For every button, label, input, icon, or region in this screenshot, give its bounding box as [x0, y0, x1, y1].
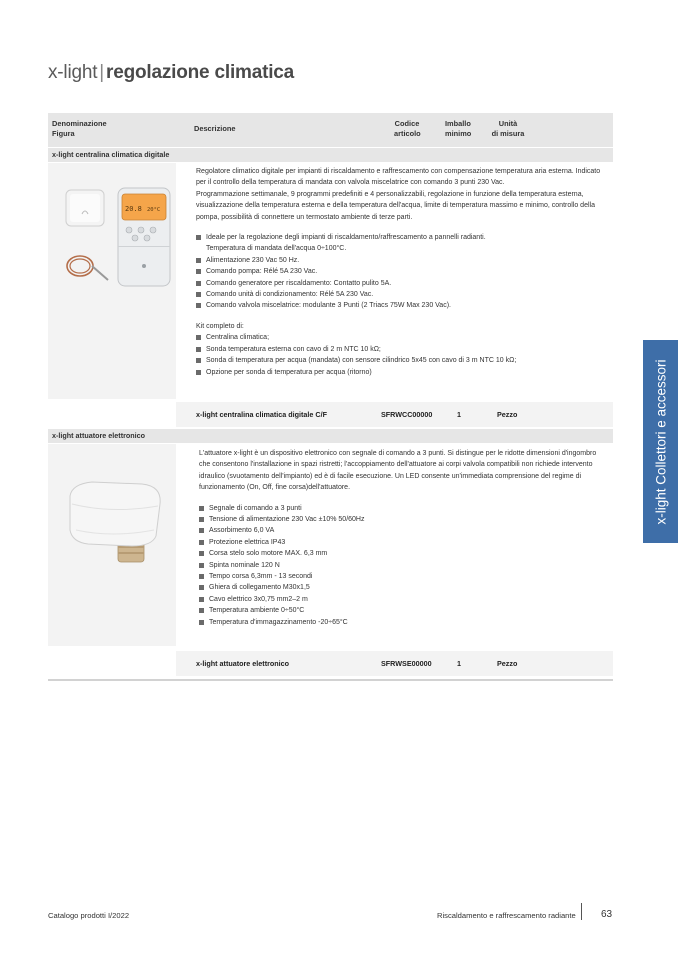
item-name: x-light centralina climatica digitale C/F — [196, 410, 328, 419]
side-section-tab — [643, 340, 678, 543]
list-item: Spinta nominale 120 N — [199, 560, 609, 571]
feature-list — [196, 232, 611, 312]
list-item: Sonda di temperatura per acqua (mandata) con sensore cilindrico 5x45 con cavo di 3 m NTC 10 kΩ; — [196, 355, 611, 366]
list-item: Centralina climatica; — [196, 332, 611, 343]
side-tab-label: x-light Collettori e accessori — [653, 358, 668, 525]
page-title — [48, 62, 294, 84]
table-bottom-rule — [48, 679, 613, 681]
feature-list — [199, 503, 609, 628]
title-subject: regolazione climatica — [106, 62, 295, 83]
display-left-value: 20.8 — [125, 205, 142, 213]
description-text: L'attuatore x-light è un dispositivo elettronico con segnale di comando a 3 punti. Si distingue per le ridotte dimensioni d'ingombro che consentono l'installazione in spazi ristretti; l'accoppiamento dell'attuatore ai corpi valvola compatibili non richiede intervento idraulico (svuotamento dell'impianto) ed è di facile esecuzione. Un LED consente un'immediata comprensione del regime di funzionamento (On, Off, fine corsa)dell'attuatore. — [199, 450, 597, 492]
item-code: SFRWCC00000 — [381, 410, 433, 419]
list-item: Ghiera di collegamento M30x1,5 — [199, 582, 609, 593]
list-item: Ideale per la regolazione degli impianti di riscaldamento/raffrescamento a pannelli radianti. Temperatura di mandata dell'acqua 0÷100°C. — [196, 232, 611, 255]
list-item: Temperatura d'immagazzinamento -20÷65°C — [199, 617, 609, 628]
list-item: Comando unità di condizionamento: Rélé 5A 230 Vac. — [196, 289, 611, 300]
footer-catalog: Catalogo prodotti I/2022 — [48, 911, 130, 920]
section-title-attuatore: x-light attuatore elettronico — [48, 429, 613, 443]
list-item: Corsa stelo solo motore MAX. 6,3 mm — [199, 548, 609, 559]
item-unit: Pezzo — [497, 659, 518, 668]
list-item: Comando valvola miscelatrice: modulante 3 Punti (2 Triacs 75W Max 230 Vac). — [196, 300, 611, 311]
list-item: Alimentazione 230 Vac 50 Hz. — [196, 255, 611, 266]
list-item: Segnale di comando a 3 punti — [199, 503, 609, 514]
item-pack: 1 — [457, 410, 461, 419]
list-item: Comando generatore per riscaldamento: Contatto pulito 5A. — [196, 278, 611, 289]
item-unit: Pezzo — [497, 410, 518, 419]
footer-divider — [581, 903, 582, 920]
header-codice: Codice articolo — [394, 119, 421, 138]
page-number: 63 — [601, 909, 613, 920]
list-item: Sonda temperatura esterna con cavo di 2 m NTC 10 kΩ; — [196, 344, 611, 355]
section-title-centralina: x-light centralina climatica digitale — [48, 148, 613, 162]
title-separator: | — [99, 62, 105, 83]
list-item: Tensione di alimentazione 230 Vac ±10% 50/60Hz — [199, 514, 609, 525]
list-item: Comando pompa: Rélé 5A 230 Vac. — [196, 266, 611, 277]
list-item: Protezione elettrica IP43 — [199, 537, 609, 548]
actuator-image — [52, 474, 172, 574]
table-header — [48, 113, 613, 147]
title-brand: x-light — [48, 62, 98, 83]
item-pack: 1 — [457, 659, 461, 668]
display-right-value: 20°C — [147, 207, 161, 213]
header-descrizione: Descrizione — [194, 124, 236, 133]
kit-title: Kit completo di: — [196, 322, 244, 330]
list-item: Temperatura ambiente 0÷50°C — [199, 605, 609, 616]
table-row — [176, 651, 613, 676]
header-unita: Unità di misura — [491, 119, 525, 138]
header-denominazione: Denominazione Figura — [52, 119, 107, 138]
table-row — [176, 402, 613, 427]
list-item: Tempo corsa 6,3mm - 13 secondi — [199, 571, 609, 582]
kit-list — [196, 332, 611, 378]
item-name: x-light attuatore elettronico — [196, 659, 290, 668]
climate-controller-image — [52, 178, 174, 293]
list-item: Cavo elettrico 3x0,75 mm2–2 m — [199, 594, 609, 605]
footer-category: Riscaldamento e raffrescamento radiante — [437, 911, 576, 920]
list-item: Opzione per sonda di temperatura per acqua (ritorno) — [196, 367, 611, 378]
description-text: Regolatore climatico digitale per impianti di riscaldamento e raffrescamento con compensazione temperatura aria esterna. Indicato per il controllo della temperatura di mandata con valvola miscelatrice con comando 3 punti 230 Vac. Programmazione settimanale, 9 programmi predefiniti e 4 personalizzabili, regolazione in funzione della temperatura esterna, visualizzazione della temperatura esterna e della temperatura dell'acqua, limite di temperatura massimo e minimo, controllo della pompa, possibilità di connettere un termostato ambiente di terze parti. — [196, 168, 601, 221]
header-imballo: Imballo minimo — [445, 119, 472, 138]
list-item: Assorbimento 6,0 VA — [199, 525, 609, 536]
item-code: SFRWSE00000 — [381, 659, 432, 668]
description-centralina — [196, 166, 611, 378]
description-attuatore — [199, 448, 609, 628]
